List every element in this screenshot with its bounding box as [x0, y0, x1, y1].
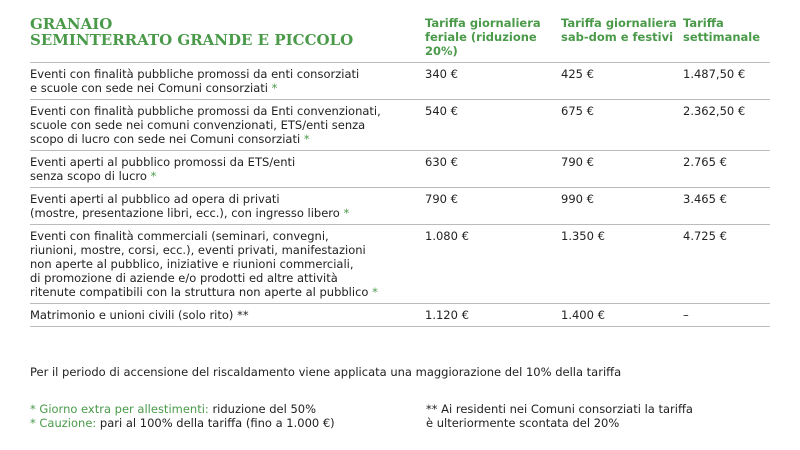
event-type-line: (mostre, presentazione libri, ecc.), con ingresso libero * — [30, 206, 350, 220]
footnote-marker: * — [271, 81, 278, 95]
footnote-extra-day-text: riduzione del 50% — [208, 402, 317, 416]
price-feriale-cell: 340 € — [425, 63, 561, 100]
footnote-deposit-label: * Cauzione: — [30, 416, 97, 430]
price-feriale-cell: 540 € — [425, 100, 561, 151]
table-header-row — [30, 16, 770, 63]
column-header-settimanale-line2: settimanale — [683, 30, 761, 44]
table-row — [30, 63, 770, 100]
rates-table-body — [30, 63, 770, 327]
event-type-line: Eventi con finalità commerciali (seminari, convegni, — [30, 229, 329, 243]
venue-title — [30, 16, 425, 63]
table-row — [30, 225, 770, 304]
footnote-extra-day — [30, 402, 410, 416]
footnotes-left — [30, 402, 410, 430]
price-settimanale-cell: 3.465 € — [683, 188, 770, 225]
price-festivi-cell: 790 € — [561, 151, 683, 188]
column-header-festivi-line2: sab-dom e festivi — [561, 30, 674, 44]
event-type-line: non aperte al pubblico, iniziative e riunioni commerciali, — [30, 257, 354, 271]
event-type-cell — [30, 151, 425, 188]
event-type-line: senza scopo di lucro * — [30, 169, 157, 183]
table-row — [30, 188, 770, 225]
footnote-extra-day-label: * Giorno extra per allestimenti: — [30, 402, 209, 416]
price-festivi-cell: 425 € — [561, 63, 683, 100]
footnote-marker: * — [343, 206, 350, 220]
event-type-cell — [30, 225, 425, 304]
price-feriale-cell: 630 € — [425, 151, 561, 188]
event-type-line: scuole con sede nei comuni convenzionati, ETS/enti senza — [30, 118, 366, 132]
venue-title-line1: GRANAIO — [30, 15, 113, 33]
price-festivi-cell: 990 € — [561, 188, 683, 225]
event-type-line: ritenute compatibili con la struttura non aperte al pubblico * — [30, 285, 378, 299]
price-settimanale-cell: 4.725 € — [683, 225, 770, 304]
event-type-line: riunioni, mostre, corsi, ecc.), eventi privati, manifestazioni — [30, 243, 366, 257]
event-type-line: Matrimonio e unioni civili (solo rito) ** — [30, 308, 249, 322]
column-header-settimanale — [683, 16, 770, 63]
event-type-line: Eventi aperti al pubblico promossi da ETS/enti — [30, 155, 296, 169]
price-feriale-cell: 1.080 € — [425, 225, 561, 304]
rates-table — [30, 16, 770, 327]
footnote-marker: * — [372, 285, 378, 299]
footnote-residents-line1: ** Ai residenti nei Comuni consorziati la tariffa — [426, 402, 693, 416]
table-row — [30, 151, 770, 188]
price-settimanale-cell: 2.765 € — [683, 151, 770, 188]
event-type-line: Eventi con finalità pubbliche promossi da enti consorziati — [30, 67, 360, 81]
column-header-feriale-line2: feriale (riduzione 20%) — [425, 30, 537, 58]
footnote-marker: * — [150, 169, 157, 183]
heating-surcharge-note: Per il periodo di accensione del riscaldamento viene applicata una maggiorazione del 10% della tariffa — [30, 365, 622, 379]
event-type-cell — [30, 188, 425, 225]
price-settimanale-cell: 2.362,50 € — [683, 100, 770, 151]
venue-title-line2: SEMINTERRATO GRANDE E PICCOLO — [30, 31, 354, 49]
column-header-festivi-line1: Tariffa giornaliera — [561, 16, 677, 30]
price-festivi-cell: 675 € — [561, 100, 683, 151]
column-header-feriale — [425, 16, 561, 63]
footnote-deposit — [30, 416, 410, 430]
event-type-cell — [30, 63, 425, 100]
price-feriale-cell: 790 € — [425, 188, 561, 225]
footnotes-right — [426, 402, 770, 430]
event-type-line: di promozione di aziende e/o prodotti ed altre attività — [30, 271, 338, 285]
column-header-settimanale-line1: Tariffa — [683, 16, 724, 30]
event-type-line: Eventi con finalità pubbliche promossi da Enti convenzionati, — [30, 104, 381, 118]
footnote-deposit-text: pari al 100% della tariffa (fino a 1.000 €) — [96, 416, 335, 430]
price-festivi-cell: 1.400 € — [561, 304, 683, 327]
event-type-cell — [30, 304, 425, 327]
footnote-residents-line2: è ulteriormente scontata del 20% — [426, 416, 620, 430]
column-header-festivi — [561, 16, 683, 63]
event-type-line: e scuole con sede nei Comuni consorziati * — [30, 81, 278, 95]
column-header-feriale-line1: Tariffa giornaliera — [425, 16, 541, 30]
price-feriale-cell: 1.120 € — [425, 304, 561, 327]
price-settimanale-cell: 1.487,50 € — [683, 63, 770, 100]
table-row — [30, 304, 770, 327]
event-type-line: scopo di lucro con sede nei Comuni consorziati * — [30, 132, 310, 146]
event-type-line: Eventi aperti al pubblico ad opera di privati — [30, 192, 280, 206]
footnote-marker: * — [303, 132, 310, 146]
price-festivi-cell: 1.350 € — [561, 225, 683, 304]
price-settimanale-cell: – — [683, 304, 770, 327]
table-row — [30, 100, 770, 151]
event-type-cell — [30, 100, 425, 151]
